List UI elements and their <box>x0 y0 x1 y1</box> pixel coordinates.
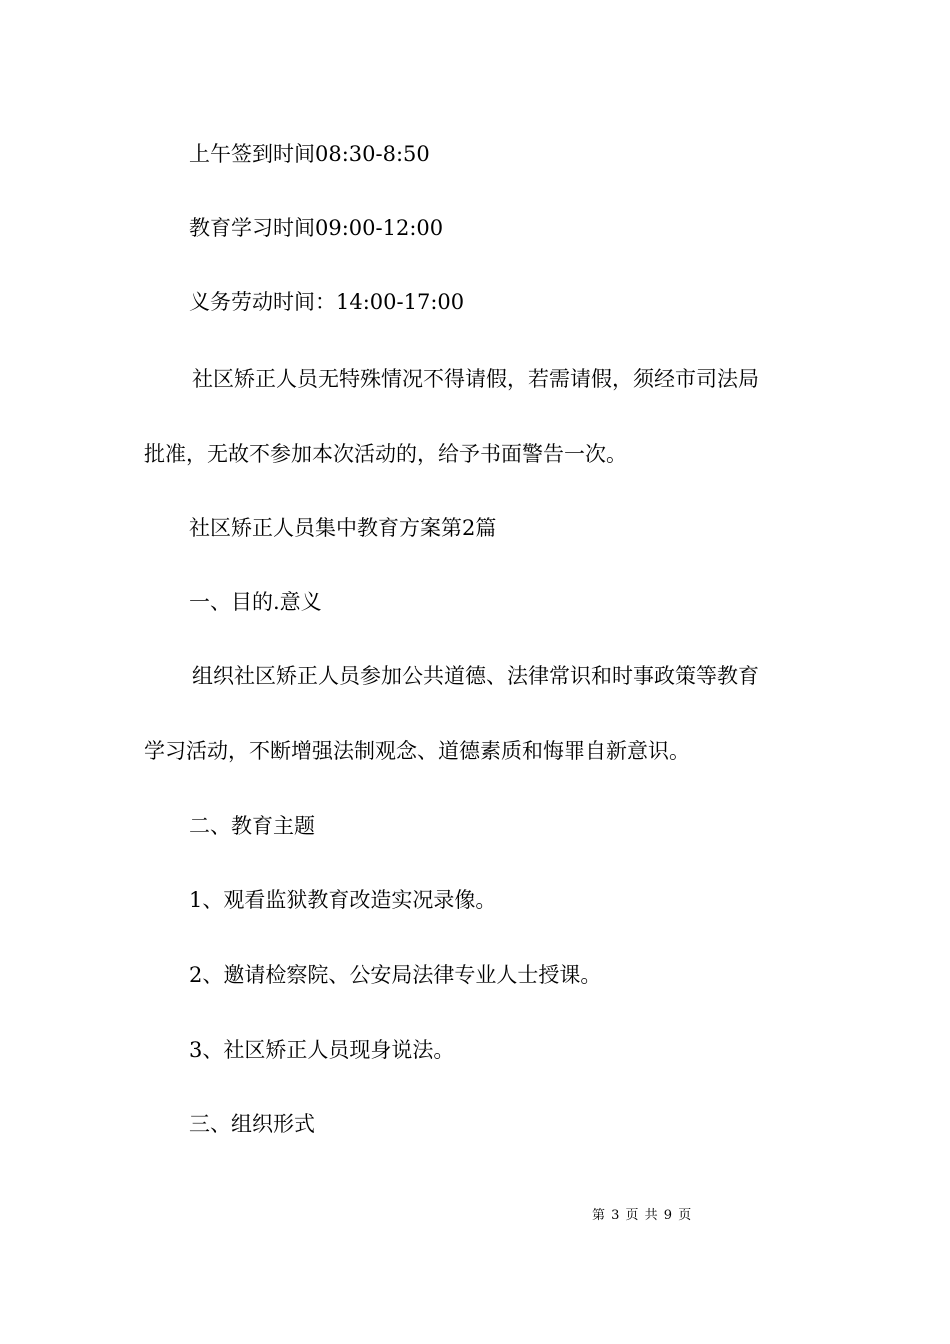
purpose-line-1: 组织社区矫正人员参加公共道德、法律常识和时事政策等教育 <box>192 664 759 688</box>
leave-policy-line-1: 社区矫正人员无特殊情况不得请假，若需请假，须经市司法局 <box>192 367 759 391</box>
theme-item-2: 2、邀请检察院、公安局法律专业人士授课。 <box>189 963 602 987</box>
section-title: 社区矫正人员集中教育方案第2篇 <box>189 516 497 540</box>
theme-item-1: 1、观看监狱教育改造实况录像。 <box>189 888 497 912</box>
study-time-line: 教育学习时间09:00-12:00 <box>189 216 444 240</box>
leave-policy-line-2: 批准，无故不参加本次活动的，给予书面警告一次。 <box>144 442 627 466</box>
heading-organization: 三、组织形式 <box>189 1112 315 1136</box>
heading-purpose: 一、目的.意义 <box>189 590 322 614</box>
labor-time-line: 义务劳动时间：14:00-17:00 <box>189 290 465 314</box>
signin-time-line: 上午签到时间08:30-8:50 <box>189 142 430 166</box>
theme-item-3: 3、社区矫正人员现身说法。 <box>189 1038 455 1062</box>
page-number-footer: 第 3 页 共 9 页 <box>592 1208 693 1223</box>
heading-theme: 二、教育主题 <box>189 814 315 838</box>
purpose-line-2: 学习活动，不断增强法制观念、道德素质和悔罪自新意识。 <box>144 739 690 763</box>
